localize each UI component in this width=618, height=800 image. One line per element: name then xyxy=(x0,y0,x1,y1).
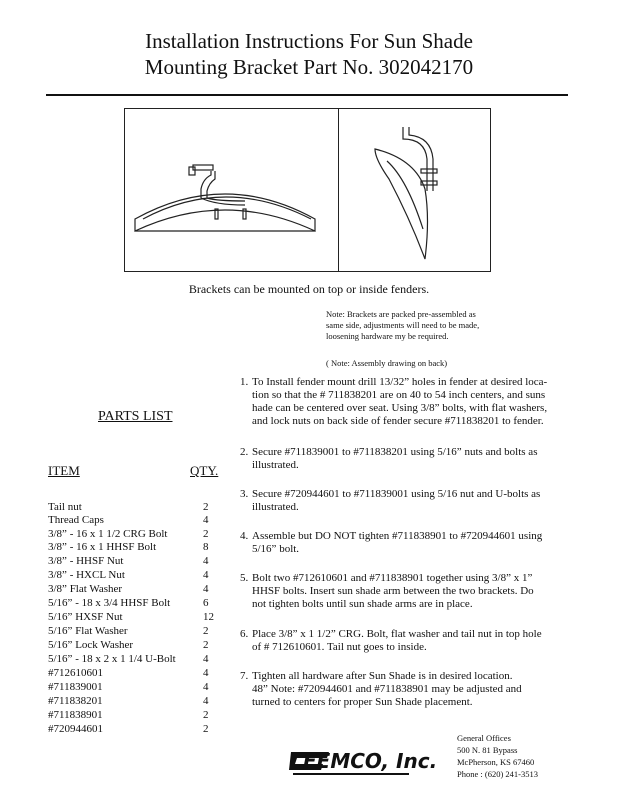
address-line: McPherson, KS 67460 xyxy=(457,757,535,767)
part-qty: 2 xyxy=(203,501,209,513)
part-name: #711839001 xyxy=(48,681,103,693)
part-name: 5/16” - 18 x 2 x 1 1/4 U-Bolt xyxy=(48,653,176,665)
part-qty: 4 xyxy=(203,653,209,665)
company-address xyxy=(457,732,538,780)
part-name: Tail nut xyxy=(48,501,82,513)
title-line-2: Mounting Bracket Part No. 302042170 xyxy=(144,55,474,79)
logo-graphic xyxy=(289,742,438,778)
figure-caption: Brackets can be mounted on top or inside fenders. xyxy=(188,282,430,296)
step-number: 5. xyxy=(240,572,249,584)
part-qty: 4 xyxy=(203,555,209,567)
step-line: 48” Note: #720944601 and #711838901 may be adjusted and xyxy=(252,683,522,695)
part-qty: 4 xyxy=(203,667,209,679)
part-name: 3/8” - 16 x 1 1/2 CRG Bolt xyxy=(48,528,168,540)
step-number: 4. xyxy=(240,530,249,542)
document-title xyxy=(0,28,618,80)
step-line: Assemble but DO NOT tighten #711838901 to #720944601 using xyxy=(252,530,543,542)
step-line: To Install fender mount drill 13/32” holes in fender at desired loca- xyxy=(252,376,548,388)
femco-logo xyxy=(289,742,438,783)
step-text xyxy=(252,376,580,428)
part-name: #720944601 xyxy=(48,723,103,735)
part-qty: 4 xyxy=(203,583,209,595)
part-qty: 4 xyxy=(203,514,209,526)
step-line: Secure #720944601 to #711839001 using 5/16 nut and U-bolts as xyxy=(252,488,541,500)
part-qty: 6 xyxy=(203,597,209,609)
step-number: 3. xyxy=(240,488,249,500)
step-line: of # 712610601. Tail nut goes to inside. xyxy=(252,641,427,653)
illustration-divider xyxy=(338,108,339,272)
part-qty: 2 xyxy=(203,639,209,651)
assembly-note: ( Note: Assembly drawing on back) xyxy=(326,358,448,368)
part-qty: 2 xyxy=(203,709,209,721)
part-name: 5/16” HXSF Nut xyxy=(48,611,123,623)
step-line: illustrated. xyxy=(252,459,299,471)
step-line: not tighten bolts until sun shade arms are in place. xyxy=(252,598,473,610)
step-text xyxy=(252,446,580,472)
fender-illustrations xyxy=(125,109,490,271)
part-name: #712610601 xyxy=(48,667,103,679)
step-number: 6. xyxy=(240,628,249,640)
note-line: Note: Brackets are packed pre-assembled as xyxy=(326,309,476,319)
part-name: 5/16” - 18 x 3/4 HHSF Bolt xyxy=(48,597,171,609)
part-qty: 2 xyxy=(203,625,209,637)
step-line: 5/16” bolt. xyxy=(252,543,300,555)
step-number: 2. xyxy=(240,446,249,458)
top-mount-drawing xyxy=(135,165,315,231)
title-rule xyxy=(46,94,568,96)
part-qty: 4 xyxy=(203,681,209,693)
inside-mount-drawing xyxy=(375,127,437,259)
step-line: tion so that the # 711838201 are on 40 to 54 inch centers, and suns xyxy=(252,389,546,401)
part-name: #711838901 xyxy=(48,709,103,721)
step-text xyxy=(252,670,580,709)
step-line: Place 3/8” x 1 1/2” CRG. Bolt, flat washer and tail nut in top hole xyxy=(252,628,542,640)
step-line: HHSF bolts. Insert sun shade arm between the two brackets. Do xyxy=(252,585,534,597)
logo-text: FEMCO, Inc. xyxy=(303,749,438,773)
item-column-header: ITEM xyxy=(48,463,80,478)
part-qty: 4 xyxy=(203,569,209,581)
note-line: loosening hardware my be required. xyxy=(326,331,449,341)
part-name: 3/8” - 16 x 1 HHSF Bolt xyxy=(48,541,157,553)
step-line: and lock nuts on back side of fender secure #711838201 to fender. xyxy=(252,415,544,427)
note-line: same side, adjustments will need to be made, xyxy=(326,320,480,330)
step-line: hade can be centered over seat. Using 3/8” bolts, with flat washers, xyxy=(252,402,548,414)
part-qty: 2 xyxy=(203,528,209,540)
step-line: illustrated. xyxy=(252,501,299,513)
part-name: 5/16” Flat Washer xyxy=(48,625,128,637)
part-qty: 8 xyxy=(203,541,209,553)
step-line: Tighten all hardware after Sun Shade is in desired location. xyxy=(252,670,513,682)
step-text xyxy=(252,530,580,556)
step-number: 1. xyxy=(240,376,249,388)
address-line: Phone : (620) 241-3513 xyxy=(457,769,538,779)
packing-note xyxy=(326,309,526,342)
address-line: 500 N. 81 Bypass xyxy=(457,745,518,755)
part-qty: 2 xyxy=(203,723,209,735)
step-line: Bolt two #712610601 and #711838901 together using 3/8” x 1” xyxy=(252,572,533,584)
qty-column-header: QTY. xyxy=(190,463,219,478)
part-qty: 4 xyxy=(203,695,209,707)
address-line: General Offices xyxy=(457,733,511,743)
part-name: 3/8” Flat Washer xyxy=(48,583,123,595)
step-line: turned to centers for proper Sun Shade placement. xyxy=(252,696,473,708)
part-qty: 12 xyxy=(203,611,214,623)
part-name: Thread Caps xyxy=(48,514,104,526)
parts-list-title: PARTS LIST xyxy=(98,409,173,424)
step-line: Secure #711839001 to #711838201 using 5/16” nuts and bolts as xyxy=(252,446,538,458)
part-name: 3/8” - HXCL Nut xyxy=(48,569,125,581)
step-text xyxy=(252,628,580,654)
illustration-box xyxy=(124,108,491,272)
title-line-1: Installation Instructions For Sun Shade xyxy=(145,29,473,53)
part-name: 3/8” - HHSF Nut xyxy=(48,555,124,567)
step-number: 7. xyxy=(240,670,249,682)
step-text xyxy=(252,488,580,514)
part-name: 5/16” Lock Washer xyxy=(48,639,134,651)
step-text xyxy=(252,572,580,611)
part-name: #711838201 xyxy=(48,695,103,707)
